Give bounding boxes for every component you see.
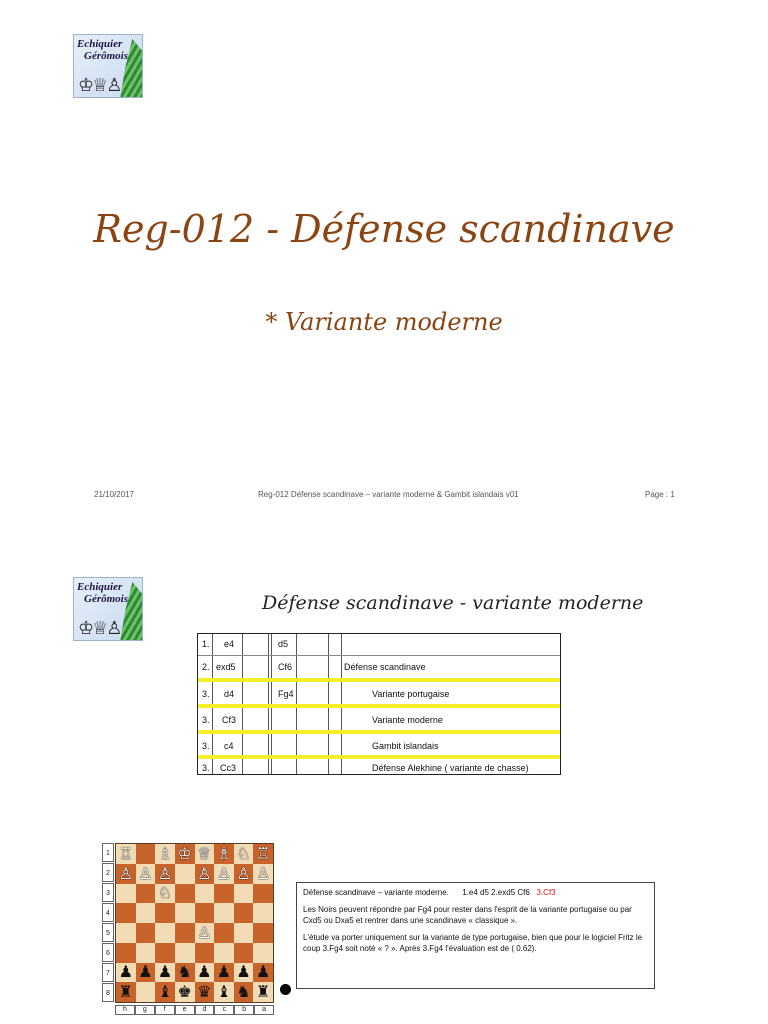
move-number: 1. bbox=[202, 639, 210, 649]
board-square bbox=[136, 982, 156, 1002]
highlight-band bbox=[198, 730, 560, 734]
footer-date: 21/10/2017 bbox=[94, 490, 135, 499]
chess-piece-square: ♟ bbox=[116, 963, 136, 983]
logo-text-line2: Gérômois bbox=[84, 593, 128, 605]
chess-piece-square: ♙ bbox=[136, 864, 156, 884]
board-square bbox=[136, 943, 156, 963]
chess-piece-square: ♙ bbox=[234, 864, 254, 884]
board-square bbox=[214, 903, 234, 923]
chess-piece-square: ♟ bbox=[253, 963, 273, 983]
chess-piece-square: ♙ bbox=[253, 864, 273, 884]
chess-piece-square: ♗ bbox=[214, 844, 234, 864]
board-square bbox=[234, 923, 254, 943]
board-square bbox=[116, 943, 136, 963]
chess-piece-square: ♟ bbox=[136, 963, 156, 983]
move-number: 3. bbox=[202, 741, 210, 751]
board-square bbox=[234, 903, 254, 923]
move-number: 3. bbox=[202, 715, 210, 725]
footer-page-number: Page : 1 bbox=[645, 490, 675, 499]
board-square bbox=[214, 884, 234, 904]
chess-piece-square: ♘ bbox=[155, 884, 175, 904]
chess-piece-square: ♞ bbox=[234, 982, 254, 1002]
white-move: e4 bbox=[224, 639, 235, 649]
chess-piece-square: ♟ bbox=[214, 963, 234, 983]
move-comment: Variante portugaise bbox=[372, 689, 450, 699]
chess-piece-square: ♙ bbox=[195, 864, 215, 884]
file-label: b bbox=[234, 1005, 254, 1015]
chess-piece-square: ♚ bbox=[175, 982, 195, 1002]
board-square bbox=[234, 884, 254, 904]
logo-echiquier-geromois bbox=[73, 34, 143, 98]
logo-text-line1: Echiquier bbox=[77, 581, 123, 593]
chess-piece-square: ♞ bbox=[175, 963, 195, 983]
move-comment: Défense Alekhine ( variante de chasse) bbox=[372, 763, 529, 773]
rank-label: 2 bbox=[102, 863, 114, 882]
chess-piece-square: ♟ bbox=[155, 963, 175, 983]
logo-text-line2: Gérômois bbox=[84, 50, 128, 62]
page-subtitle: * Variante moderne bbox=[265, 308, 503, 336]
move-row bbox=[198, 684, 560, 702]
board-square bbox=[175, 943, 195, 963]
board-square bbox=[253, 884, 273, 904]
file-label: g bbox=[135, 1005, 155, 1015]
page-title: Reg-012 - Défense scandinave bbox=[93, 207, 675, 251]
board-square bbox=[214, 923, 234, 943]
white-move: c4 bbox=[224, 741, 234, 751]
board-square bbox=[253, 923, 273, 943]
logo-chess-pieces-icon: ♔♕♙ bbox=[78, 618, 121, 639]
chess-piece-square: ♙ bbox=[214, 864, 234, 884]
board-square bbox=[195, 903, 215, 923]
file-label: e bbox=[175, 1005, 195, 1015]
description-para3: L'étude va porter uniquement sur la variante de type portugaise, bien que pour le logiciel Fritz le coup 3.Fg4 soit noté « ? ». Après 3.Fg4 l'évaluation est de ( 0.62). bbox=[303, 933, 643, 953]
description-heading: Défense scandinave – variante moderne. bbox=[303, 888, 449, 897]
chess-piece-square: ♖ bbox=[253, 844, 273, 864]
file-label: c bbox=[214, 1005, 234, 1015]
board-square bbox=[155, 943, 175, 963]
board-square bbox=[253, 943, 273, 963]
file-label: d bbox=[195, 1005, 215, 1015]
logo-text-line1: Echiquier bbox=[77, 38, 123, 50]
board-square bbox=[136, 903, 156, 923]
bullet-dot bbox=[280, 984, 291, 995]
file-labels bbox=[115, 1005, 274, 1015]
chess-piece-square: ♜ bbox=[253, 982, 273, 1002]
chess-piece-square: ♙ bbox=[195, 923, 215, 943]
description-box bbox=[296, 882, 655, 989]
moves-table bbox=[197, 633, 561, 775]
board-square bbox=[175, 884, 195, 904]
chess-board bbox=[115, 843, 274, 1003]
logo-echiquier-geromois-2 bbox=[73, 577, 143, 641]
board-square bbox=[214, 943, 234, 963]
board-square bbox=[195, 943, 215, 963]
description-para2: Les Noirs peuvent répondre par Fg4 pour rester dans l'esprit de la variante portugaise ou par Cxd5 ou Dxa5 et rentrer dans une scandinave « classique ». bbox=[303, 905, 632, 925]
board-square bbox=[175, 903, 195, 923]
board-square bbox=[234, 943, 254, 963]
board-square bbox=[136, 884, 156, 904]
chess-piece-square: ♗ bbox=[155, 844, 175, 864]
board-square bbox=[195, 884, 215, 904]
highlight-band bbox=[198, 678, 560, 682]
move-row bbox=[198, 736, 560, 754]
highlight-band bbox=[198, 704, 560, 708]
chess-piece-square: ♛ bbox=[195, 982, 215, 1002]
chess-piece-square: ♙ bbox=[116, 864, 136, 884]
file-label: h bbox=[115, 1005, 135, 1015]
footer-center: Reg-012 Défense scandinave – variante moderne & Gambit islandais v01 bbox=[258, 490, 519, 499]
rank-label: 4 bbox=[102, 903, 114, 922]
board-square bbox=[116, 923, 136, 943]
move-row bbox=[198, 634, 560, 652]
move-number: 2. bbox=[202, 662, 210, 672]
black-move: d5 bbox=[278, 639, 289, 649]
board-square bbox=[116, 903, 136, 923]
move-row bbox=[198, 758, 560, 776]
description-line1 bbox=[303, 887, 648, 898]
rank-label: 8 bbox=[102, 983, 114, 1002]
rank-label: 6 bbox=[102, 943, 114, 962]
black-move: Fg4 bbox=[278, 689, 294, 699]
logo-chess-pieces-icon: ♔♕♙ bbox=[78, 75, 121, 96]
white-move: Cf3 bbox=[222, 715, 237, 725]
chess-piece-square: ♟ bbox=[195, 963, 215, 983]
chess-piece-square: ♖ bbox=[116, 844, 136, 864]
rank-label: 7 bbox=[102, 963, 114, 982]
board-square bbox=[155, 903, 175, 923]
white-move: d4 bbox=[224, 689, 235, 699]
chess-diagram bbox=[102, 843, 274, 1015]
rank-label: 5 bbox=[102, 923, 114, 942]
chess-piece-square: ♝ bbox=[214, 982, 234, 1002]
board-square bbox=[175, 923, 195, 943]
description-highlight-move: 3.Cf3 bbox=[536, 888, 556, 897]
chess-piece-square: ♔ bbox=[175, 844, 195, 864]
black-move: Cf6 bbox=[278, 662, 293, 672]
move-row bbox=[198, 710, 560, 728]
board-square bbox=[175, 864, 195, 884]
file-label: f bbox=[155, 1005, 175, 1015]
rank-label: 3 bbox=[102, 883, 114, 902]
board-square bbox=[116, 884, 136, 904]
board-square bbox=[155, 923, 175, 943]
move-comment: Variante moderne bbox=[372, 715, 443, 725]
chess-piece-square: ♙ bbox=[155, 864, 175, 884]
move-number: 3. bbox=[202, 763, 210, 773]
board-square bbox=[136, 844, 156, 864]
chess-piece-square: ♘ bbox=[234, 844, 254, 864]
chess-piece-square: ♟ bbox=[234, 963, 254, 983]
rank-labels bbox=[102, 843, 114, 1003]
section-title: Défense scandinave - variante moderne bbox=[262, 592, 644, 614]
chess-piece-square: ♜ bbox=[116, 982, 136, 1002]
board-square bbox=[136, 923, 156, 943]
move-number: 3. bbox=[202, 689, 210, 699]
row-divider bbox=[198, 655, 560, 656]
move-comment: Défense scandinave bbox=[344, 662, 426, 672]
white-move: exd5 bbox=[216, 662, 236, 672]
white-move: Cc3 bbox=[220, 763, 237, 773]
file-label: a bbox=[254, 1005, 274, 1015]
chess-piece-square: ♝ bbox=[155, 982, 175, 1002]
description-moves: 1.e4 d5 2.exd5 Cf6 bbox=[462, 888, 530, 897]
move-comment: Gambit islandais bbox=[372, 741, 439, 751]
rank-label: 1 bbox=[102, 843, 114, 862]
board-square bbox=[253, 903, 273, 923]
move-row bbox=[198, 657, 560, 675]
chess-piece-square: ♕ bbox=[195, 844, 215, 864]
